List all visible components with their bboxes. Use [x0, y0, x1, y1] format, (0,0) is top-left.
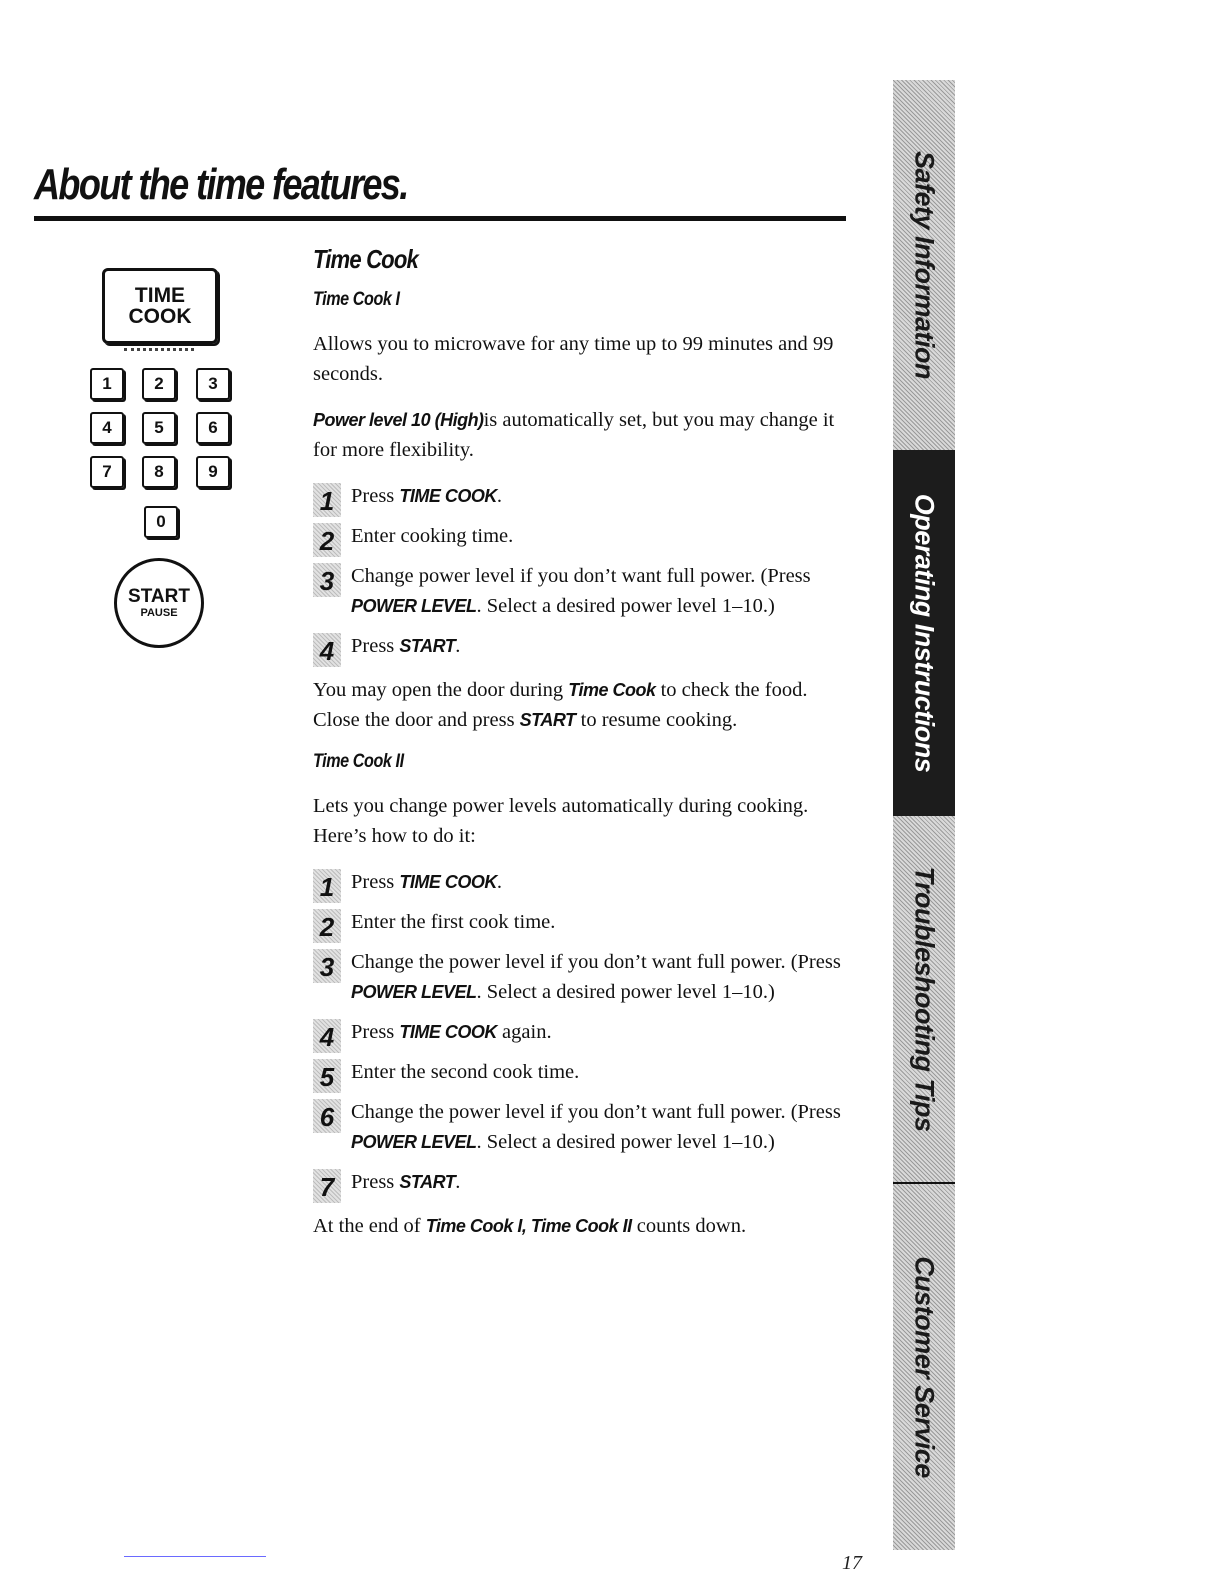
start-pause-key [114, 558, 204, 648]
tab-label: Troubleshooting Tips [909, 866, 940, 1132]
door-note-bold-b: START [519, 710, 576, 730]
time-cook-2-heading: Time Cook II [313, 751, 404, 772]
door-note-text-c: to resume cooking. [575, 709, 738, 731]
keypad-caption [124, 348, 194, 357]
time-cook-2-intro: Lets you change power levels automatically during cooking. Here’s how to do it: [313, 795, 809, 847]
end-note-text-b: counts down. [631, 1215, 747, 1237]
step-text: Enter cooking time. [351, 525, 514, 547]
number-key-5: 5 [142, 412, 176, 444]
door-note-bold-a: Time Cook [568, 680, 656, 700]
door-note-text-a: You may open the door during [313, 679, 569, 701]
step-number: 7 [313, 1169, 341, 1203]
time-cook-1-intro: Allows you to microwave for any time up to 99 minutes and 99 seconds. [313, 333, 834, 385]
step-number: 4 [313, 1019, 341, 1053]
step-text: Enter the first cook time. [351, 911, 556, 933]
section-heading: Time Cook [313, 244, 418, 274]
step-number: 1 [313, 483, 341, 517]
step-item [313, 1017, 853, 1052]
start-key-label: START [128, 586, 190, 607]
step-text: Change the power level if you don’t want full power. (Press [351, 1101, 841, 1123]
step-control-name: START [399, 636, 456, 656]
step-item [313, 631, 853, 666]
step-text-end: again. [496, 1021, 552, 1043]
time-cook-2-steps [313, 867, 853, 1202]
number-key-4: 4 [90, 412, 124, 444]
step-number: 3 [313, 563, 341, 597]
step-item [313, 947, 853, 1007]
step-control-name: POWER LEVEL [351, 1132, 477, 1152]
footer-rule [124, 1556, 266, 1557]
number-key-0: 0 [144, 506, 178, 538]
step-item [313, 481, 853, 516]
step-text-end: . [455, 1171, 461, 1193]
step-control-name: TIME COOK [399, 486, 497, 506]
time-cook-key [102, 268, 218, 344]
step-text-end: . [455, 635, 461, 657]
door-note [313, 675, 853, 735]
step-item [313, 907, 853, 942]
power-level-bold: Power level 10 (High) [313, 410, 484, 430]
step-item [313, 1167, 853, 1202]
step-text: Change the power level if you don’t want full power. (Press [351, 951, 841, 973]
title-rule [34, 216, 846, 221]
number-key-1: 1 [90, 368, 124, 400]
step-item [313, 561, 853, 621]
step-text: Press [351, 871, 400, 893]
end-note-text-a: At the end of [313, 1215, 426, 1237]
step-text: Press [351, 1021, 400, 1043]
step-control-name: POWER LEVEL [351, 596, 477, 616]
step-control-name: TIME COOK [399, 1022, 497, 1042]
tab-customer-service[interactable] [893, 1184, 955, 1550]
number-key-8: 8 [142, 456, 176, 488]
step-number: 2 [313, 523, 341, 557]
number-key-3: 3 [196, 368, 230, 400]
step-number: 4 [313, 633, 341, 667]
step-text-end: . [496, 485, 503, 507]
number-key-9: 9 [196, 456, 230, 488]
step-text-end: . [496, 871, 503, 893]
pause-key-label: PAUSE [140, 607, 178, 619]
step-text-end: . Select a desired power level 1–10.) [476, 981, 775, 1003]
door-note-text-b: to check the food. Close the door and press [313, 679, 808, 731]
step-number: 5 [313, 1059, 341, 1093]
step-number: 2 [313, 909, 341, 943]
step-text: Press [351, 485, 400, 507]
main-column [313, 240, 853, 1257]
step-text: Press [351, 1171, 400, 1193]
time-cook-1-heading: Time Cook I [313, 289, 400, 310]
step-text-end: . Select a desired power level 1–10.) [476, 1131, 775, 1153]
tab-troubleshooting-tips[interactable] [893, 816, 955, 1182]
power-level-text: is automatically set, but you may change it for more flexibility. [313, 409, 835, 461]
tab-label: Customer Service [909, 1256, 940, 1478]
step-text: Enter the second cook time. [351, 1061, 580, 1083]
step-text: Press [351, 635, 400, 657]
number-key-6: 6 [196, 412, 230, 444]
step-item [313, 1097, 853, 1157]
step-control-name: TIME COOK [399, 872, 497, 892]
step-number: 3 [313, 949, 341, 983]
step-control-name: POWER LEVEL [351, 982, 477, 1002]
step-text-end: . Select a desired power level 1–10.) [476, 595, 775, 617]
time-cook-1-steps [313, 481, 853, 666]
step-number: 1 [313, 869, 341, 903]
step-control-name: START [399, 1172, 456, 1192]
tab-operating-instructions[interactable] [893, 450, 955, 816]
number-key-7: 7 [90, 456, 124, 488]
end-note [313, 1211, 853, 1241]
step-item [313, 521, 853, 556]
power-level-note [313, 405, 853, 465]
step-item [313, 867, 853, 902]
step-text: Change power level if you don’t want full power. (Press [351, 565, 811, 587]
tab-safety-information[interactable] [893, 80, 955, 450]
number-key-2: 2 [142, 368, 176, 400]
time-cook-key-line2: COOK [128, 305, 192, 328]
tab-label: Safety Information [909, 150, 940, 380]
step-number: 6 [313, 1099, 341, 1133]
side-tabs [893, 80, 955, 1550]
keypad-illustration [90, 262, 250, 662]
time-cook-key-line1: TIME [134, 284, 186, 307]
page-title: About the time features. [34, 160, 408, 209]
tab-label: Operating Instructions [909, 493, 940, 773]
step-item [313, 1057, 853, 1092]
end-note-bold: Time Cook I, Time Cook II [425, 1216, 632, 1236]
page-number: 17 [842, 1552, 862, 1574]
